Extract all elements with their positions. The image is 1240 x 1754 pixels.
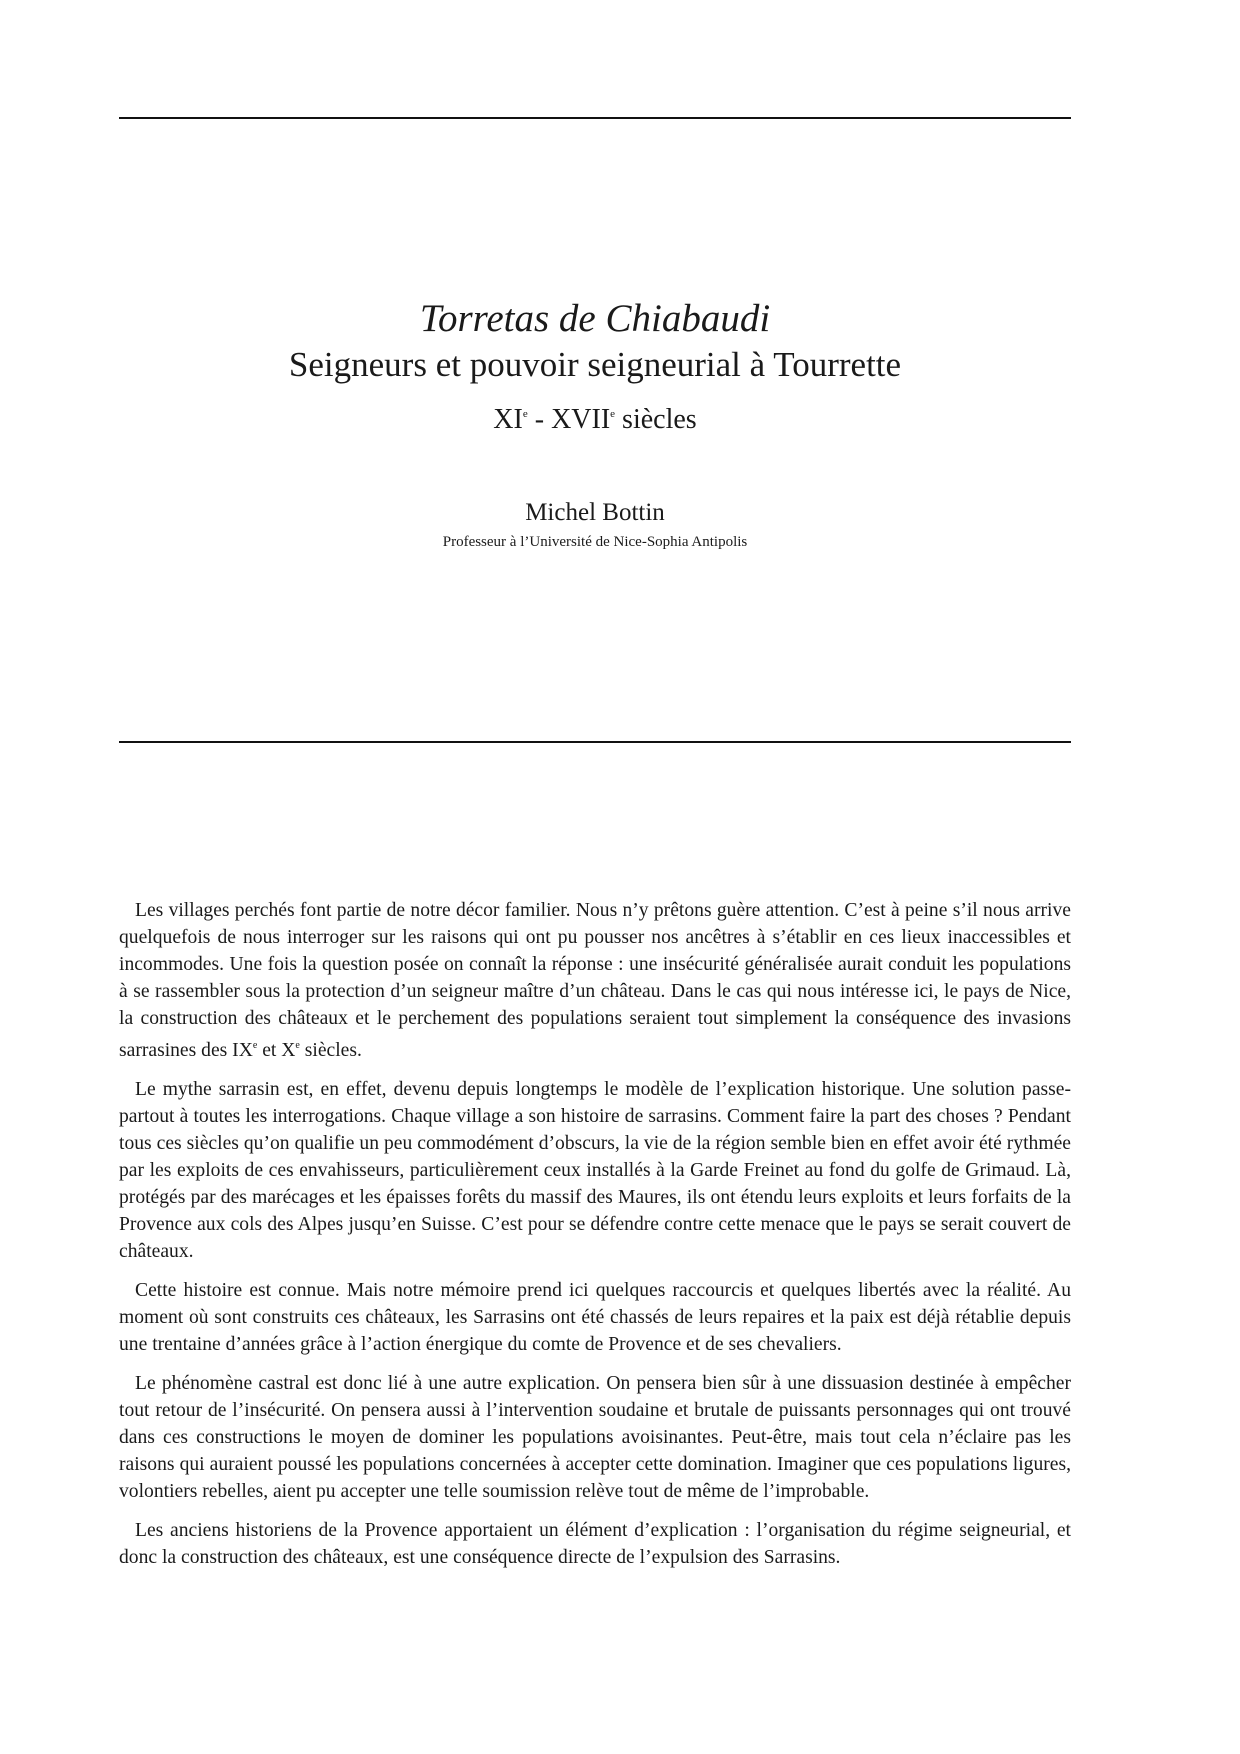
century-start-sup: e	[522, 408, 528, 420]
paragraph-3: Cette histoire est connue. Mais notre mémoire prend ici quelques raccourcis et quelques libertés avec la réalité. Au moment où sont construits ces châteaux, les Sarrasins ont été chassés de leurs repaires et la paix est déjà rétablie depuis une trentaine d’années grâce à l’action énergique du comte de Provence et de ses chevaliers.	[119, 1280, 1071, 1355]
author-affiliation: Professeur à l’Université de Nice-Sophia Antipolis	[442, 534, 748, 550]
century-end: XVII	[551, 404, 611, 435]
century-suffix: siècles	[615, 404, 697, 435]
paragraph-1-sup-2: e	[295, 1040, 300, 1051]
paragraph-1	[119, 897, 1071, 1064]
paragraph-5: Les anciens historiens de la Provence apportaient un élément d’explication : l’organisation du régime seigneurial, et donc la construction des châteaux, est une conséquence directe de l’expulsion des Sarrasins.	[119, 1520, 1071, 1568]
paragraph-1-sup-1: e	[252, 1040, 258, 1051]
century-end-sup: e	[610, 408, 616, 420]
title-italic: Torretas de Chiabaudi	[419, 297, 771, 340]
century-separator: -	[527, 404, 552, 435]
paragraph-1-end: siècles.	[299, 1040, 362, 1061]
paragraph-2: Le mythe sarrasin est, en effet, devenu depuis longtemps le modèle de l’explication historique. Une solution passe-partout à toutes les interrogations. Chaque village a son histoire de sarrasins. Comment faire la part des choses ? Pendant tous ces siècles qu’on qualifie un peu commodément d’obscurs, la vie de la région semble bien en effet avoir été rythmée par les exploits de ces envahisseurs, particulièrement ceux installés à la Garde Freinet au fond du golfe de Grimaud. Là, protégés par des marécages et les épaisses forêts du massif des Maures, ils ont étendu leurs exploits et leurs forfaits de la Provence aux cols des Alpes jusqu’en Suisse. C’est pour se défendre contre cette menace que le pays se serait couvert de châteaux.	[119, 1079, 1071, 1262]
paragraph-4: Le phénomène castral est donc lié à une autre explication. On pensera bien sûr à une dissuasion destinée à empêcher tout retour de l’insécurité. On pensera aussi à l’intervention soudaine et brutale de puissants personnages qui ont trouvé dans ces constructions le moyen de dominer les populations avoisinantes. Peut-être, mais tout cela n’éclaire pas les raisons qui auraient poussé les populations concernées à accepter cette domination. Imaginer que ces populations ligures, volontiers rebelles, aient pu accepter une telle soumission relève tout de même de l’improbable.	[119, 1373, 1071, 1502]
top-rule	[119, 117, 1071, 119]
title-centuries	[119, 392, 1071, 442]
body-text	[119, 897, 1071, 1583]
bottom-rule	[119, 741, 1071, 743]
paragraph-1-mid: et X	[257, 1040, 296, 1061]
author-name: Michel Bottin	[525, 499, 665, 526]
author-block	[119, 497, 1071, 553]
paragraph-1-main: Les villages perchés font partie de notre décor familier. Nous n’y prêtons guère attention. C’est à peine s’il nous arrive quelquefois de nous interroger sur les raisons qui ont pu pousser nos ancêtres à s’établir en ces lieux inaccessibles et incommodes. Une fois la question posée on connaît la réponse : une insécurité généralisée aurait conduit les populations à se rassembler sous la protection d’un seigneur maître d’un château. Dans le cas qui nous intéresse ici, le pays de Nice, la construction des châteaux et le perchement des populations seraient tout simplement la conséquence des invasions sarrasines des IX	[119, 900, 1071, 1061]
title-main: Seigneurs et pouvoir seigneurial à Tourrette	[288, 345, 902, 384]
century-start: XI	[493, 404, 523, 435]
title-block	[119, 296, 1071, 442]
